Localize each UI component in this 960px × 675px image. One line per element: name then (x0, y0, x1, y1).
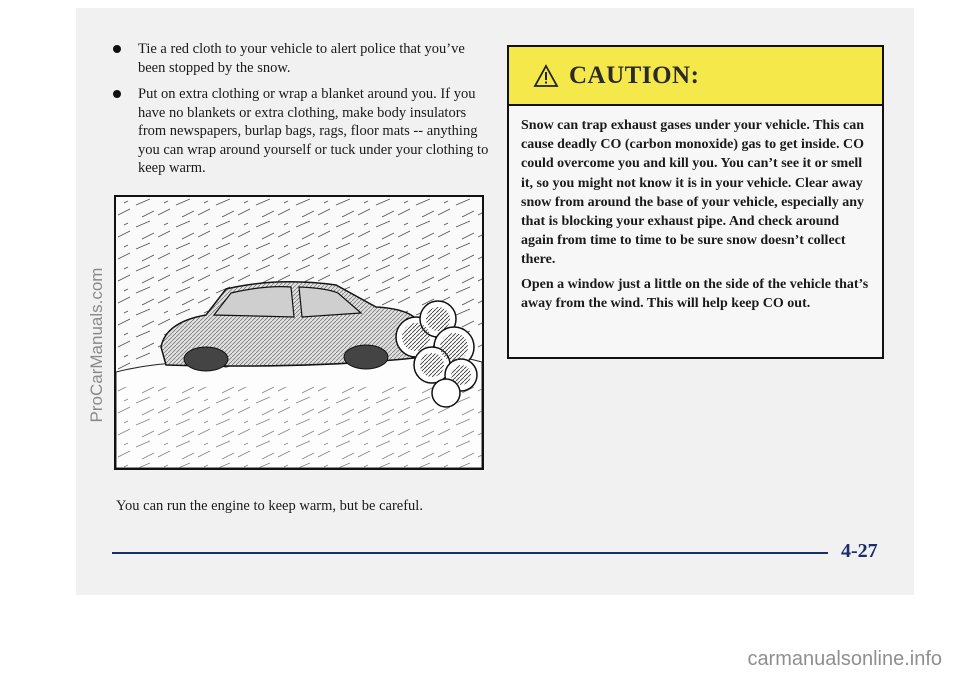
bullet-item (113, 85, 493, 178)
caution-title: CAUTION: (569, 61, 700, 89)
caution-paragraph: Open a window just a little on the side of the vehicle that’s away from the wind. This will help keep CO out. (521, 276, 869, 311)
caution-body (509, 106, 882, 313)
warning-triangle-icon (533, 64, 559, 88)
bullet-list (113, 40, 493, 186)
caution-header (509, 47, 882, 106)
page-number: 4-27 (841, 540, 878, 562)
side-watermark (86, 195, 108, 495)
car-in-snow-illustration (114, 195, 484, 470)
bullet-text: Put on extra clothing or wrap a blanket around you. If you have no blankets or extra clothing, make body insulators from newspapers, burlap bags, rags, floor mats -- anything you can wrap around yourself or tuck under your clothing to keep warm. (138, 86, 489, 176)
side-watermark-text: ProCarManuals.com (87, 267, 106, 423)
caution-paragraph: Snow can trap exhaust gases under your vehicle. This can cause deadly CO (carbon monoxide) gas to get inside. CO could overcome you and kill you. You can’t see it or smell it, so you might not know it is in your vehicle. Clear away snow from around the base of your vehicle, especially any that is blocking your exhaust pipe. And check around again from time to time to be sure snow doesn’t collect there. (521, 118, 865, 268)
bullet-text: Tie a red cloth to your vehicle to alert police that you’ve been stopped by the snow. (138, 41, 465, 76)
body-text: You can run the engine to keep warm, but be careful. (116, 498, 423, 514)
caution-box (507, 45, 884, 359)
footer-watermark: carmanualsonline.info (747, 648, 942, 670)
bullet-dot-icon (113, 45, 121, 53)
bullet-item (113, 40, 493, 77)
bullet-dot-icon (113, 90, 121, 98)
footer-rule (112, 552, 828, 554)
